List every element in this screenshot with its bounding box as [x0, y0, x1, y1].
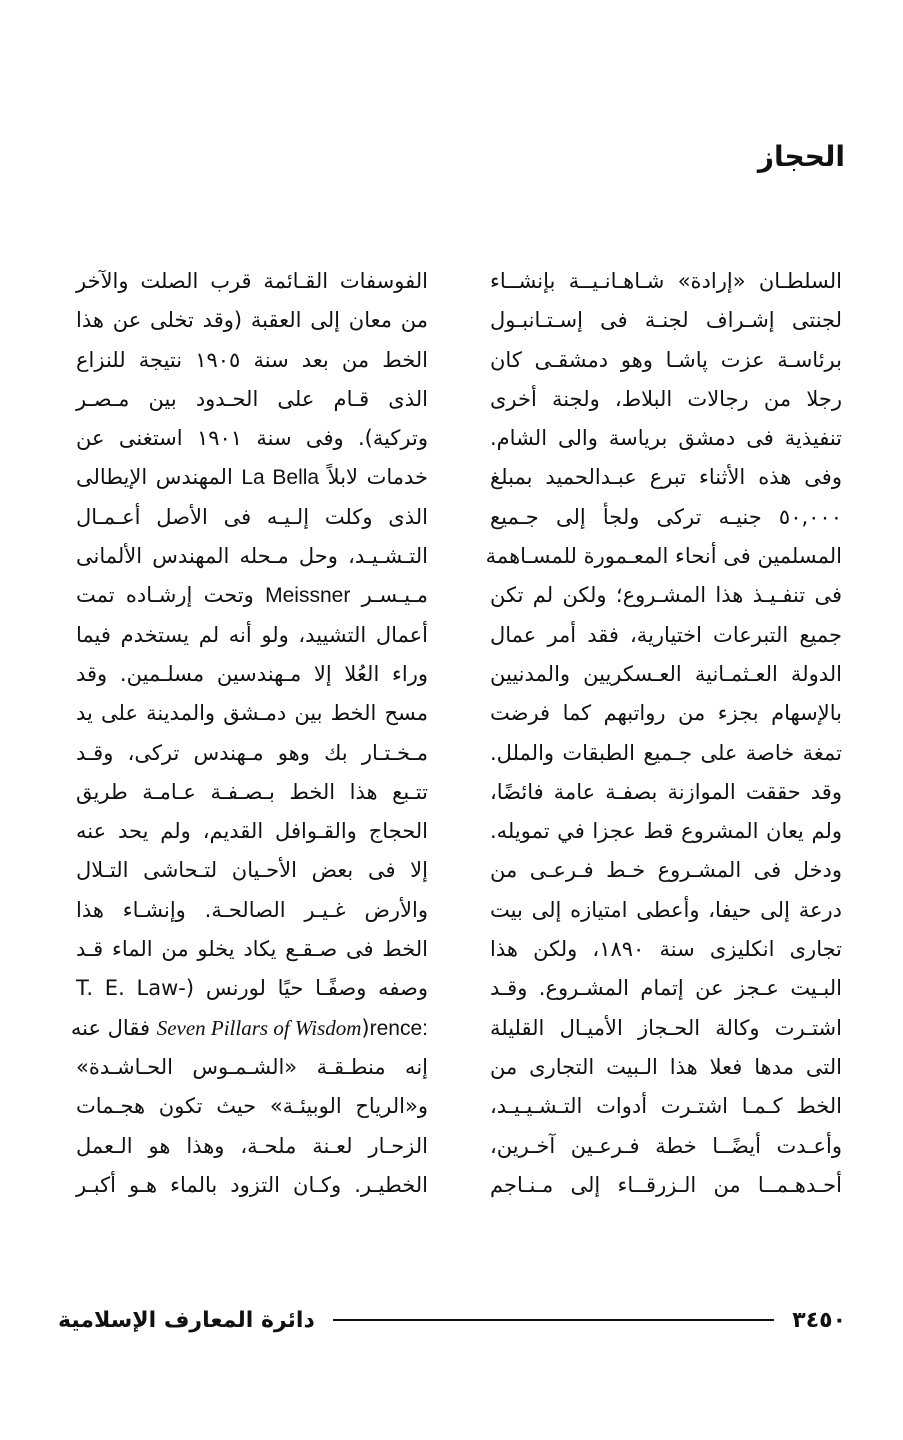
text-column-right	[485, 262, 842, 1205]
text-line: الذى قـام على الحـدود بين مـصـر	[76, 386, 428, 411]
text-line: والأرض غـيـر الصالحـة. وإنشـاء هذا	[76, 897, 428, 922]
text-line: و«الرياح الوبيئـة» حيث تكون هجـمات	[76, 1094, 428, 1119]
text-line: التـشـيـد، وحل مـحله المهندس الألمانى	[76, 544, 428, 569]
text-line: رجلا من رجالات البلاط، ولجنة أخرى	[490, 386, 842, 411]
inline-paren: )	[361, 1015, 370, 1040]
text-line: ودخل فى المشـروع خـط فـرعـى من	[490, 858, 842, 883]
text-line: وأعـدت أيضًــا خطة فـرعـين آخـرين،	[490, 1133, 842, 1158]
text-line: إنه منطـقـة «الشـمـوس الحـاشـدة»	[76, 1054, 428, 1079]
text-line-mixed	[76, 576, 428, 615]
inline-arabic: خدمات لابلاً	[327, 465, 428, 490]
inline-latin-name: La Bella	[241, 466, 320, 490]
text-line: تتـبع هذا الخط بـصـفـة عـامـة طريق	[76, 779, 428, 804]
text-line: وتركية). وفى سنة ١٩٠١ استغنى عن	[76, 426, 428, 451]
text-line: الخطيـر. وكـان التزود بالماء هـو أكبـر	[76, 1172, 428, 1197]
text-line: الحجاج والقـوافل القديم، ولم يحد عنه	[76, 819, 428, 844]
text-line: تمغة خاصة على جـميع الطبقات والملل.	[490, 740, 842, 765]
text-line: درعة إلى حيفا، وأعطى امتيازه إلى بيت	[490, 897, 842, 922]
text-line: مـخـتـار بك وهو مـهندس تركى، وقـد	[76, 740, 428, 765]
inline-arabic: فقال عنه	[70, 1015, 150, 1040]
text-line: البـيت عـجز عن إتمام المشـروع. وقـد	[490, 976, 842, 1001]
text-line: المسلمين فى أنحاء المعـمورة للمسـاهمة	[485, 544, 842, 569]
running-title: الحجاز	[757, 140, 845, 173]
text-line: بالإسهام بجزء من رواتبهم كما فرضت	[490, 701, 842, 726]
text-line: وراء العُلا إلا مـهندسين مسلـمين. وقد	[76, 661, 428, 686]
text-line: الخط من بعد سنة ١٩٠٥ نتيجة للنزاع	[76, 347, 428, 372]
text-line: الخط فى صـقـع يكاد يخلو من الماء قـد	[76, 937, 428, 962]
text-line: فى تنفـيـذ هذا المشـروع؛ ولكن لم تكن	[490, 583, 842, 608]
text-line: التى مدها فعلا هذا الـبيت التجارى من	[490, 1054, 842, 1079]
text-line: الخط كـمـا اشتـرت أدوات التـشـيـيـد،	[490, 1094, 842, 1119]
text-line: وقد حققت الموازنة بصفـة عامة فائضًا،	[490, 779, 842, 804]
text-line: الفوسفات القـائمة قرب الصلت والآخر	[76, 269, 428, 293]
text-line: أحـدهـمــا من الـزرقــاء إلى مـنـاجم	[490, 1172, 842, 1197]
text-line: تجارى انكليزى سنة ١٨٩٠، ولكن هذا	[490, 937, 842, 962]
text-line: وفى هذه الأثناء تبرع عبـدالحميد بمبلغ	[490, 465, 842, 490]
text-line: لجنتى إشـراف لجنـة فى إسـتـانبـول	[490, 308, 842, 333]
footer-rule	[333, 1319, 775, 1321]
text-line: وصفه وصفًـا حيًا لورنس (-T. E. Law	[76, 976, 428, 1001]
book-title: دائرة المعارف الإسلامية	[58, 1307, 315, 1333]
book-title-italic: Seven Pillars of Wisdom	[156, 1015, 362, 1040]
text-line: اشتـرت وكالة الحـجاز الأميـال القليلة	[490, 1015, 842, 1040]
text-line: تنفيذية فى دمشق برياسة والى الشام.	[490, 426, 842, 451]
inline-latin-fragment: rence:	[369, 1016, 428, 1040]
text-line-mixed	[76, 458, 428, 497]
inline-arabic: مـيـسـر	[361, 583, 428, 608]
inline-latin-name: Meissner	[265, 584, 351, 608]
text-line: مسح الخط بين دمـشق والمدينة على يد	[76, 701, 428, 726]
text-column-left	[70, 262, 428, 1205]
page-footer	[58, 1300, 846, 1340]
text-line: السلطـان «إرادة» شـاهـانـيــة بإنشــاء	[490, 269, 842, 293]
page-number: ٣٤٥٠	[792, 1307, 846, 1333]
text-line: ٥٠,٠٠٠ جنيـه تركى ولجأ إلى جـميع	[490, 504, 842, 529]
text-line: الدولة العـثمـانية العـسكريين والمدنيين	[490, 661, 842, 686]
text-line: جميع التبرعات اختيارية، فقد أمر عمال	[490, 622, 842, 647]
text-line: برئاسـة عزت پاشـا وهو دمشقـى كان	[490, 347, 842, 372]
text-line: الذى وكلت إلـيـه فى الأصل أعـمـال	[76, 504, 428, 529]
text-line-mixed	[70, 1009, 428, 1048]
text-line: ولم يعان المشروع قط عجزا في تمويله.	[490, 819, 842, 844]
inline-arabic: وتحت إرشـاده تمت	[76, 583, 254, 608]
inline-arabic: المهندس الإيطالى	[76, 465, 233, 490]
text-line: أعمال التشييد، ولو أنه لم يستخدم فيما	[76, 622, 428, 647]
text-line: من معان إلى العقبة (وقد تخلى عن هذا	[76, 308, 428, 333]
text-line: الزحـار لعـنة ملحـة، وهذا هو الـعمل	[76, 1133, 428, 1158]
text-line: إلا فى بعض الأحـيان لتـحاشى التـلال	[76, 858, 428, 883]
